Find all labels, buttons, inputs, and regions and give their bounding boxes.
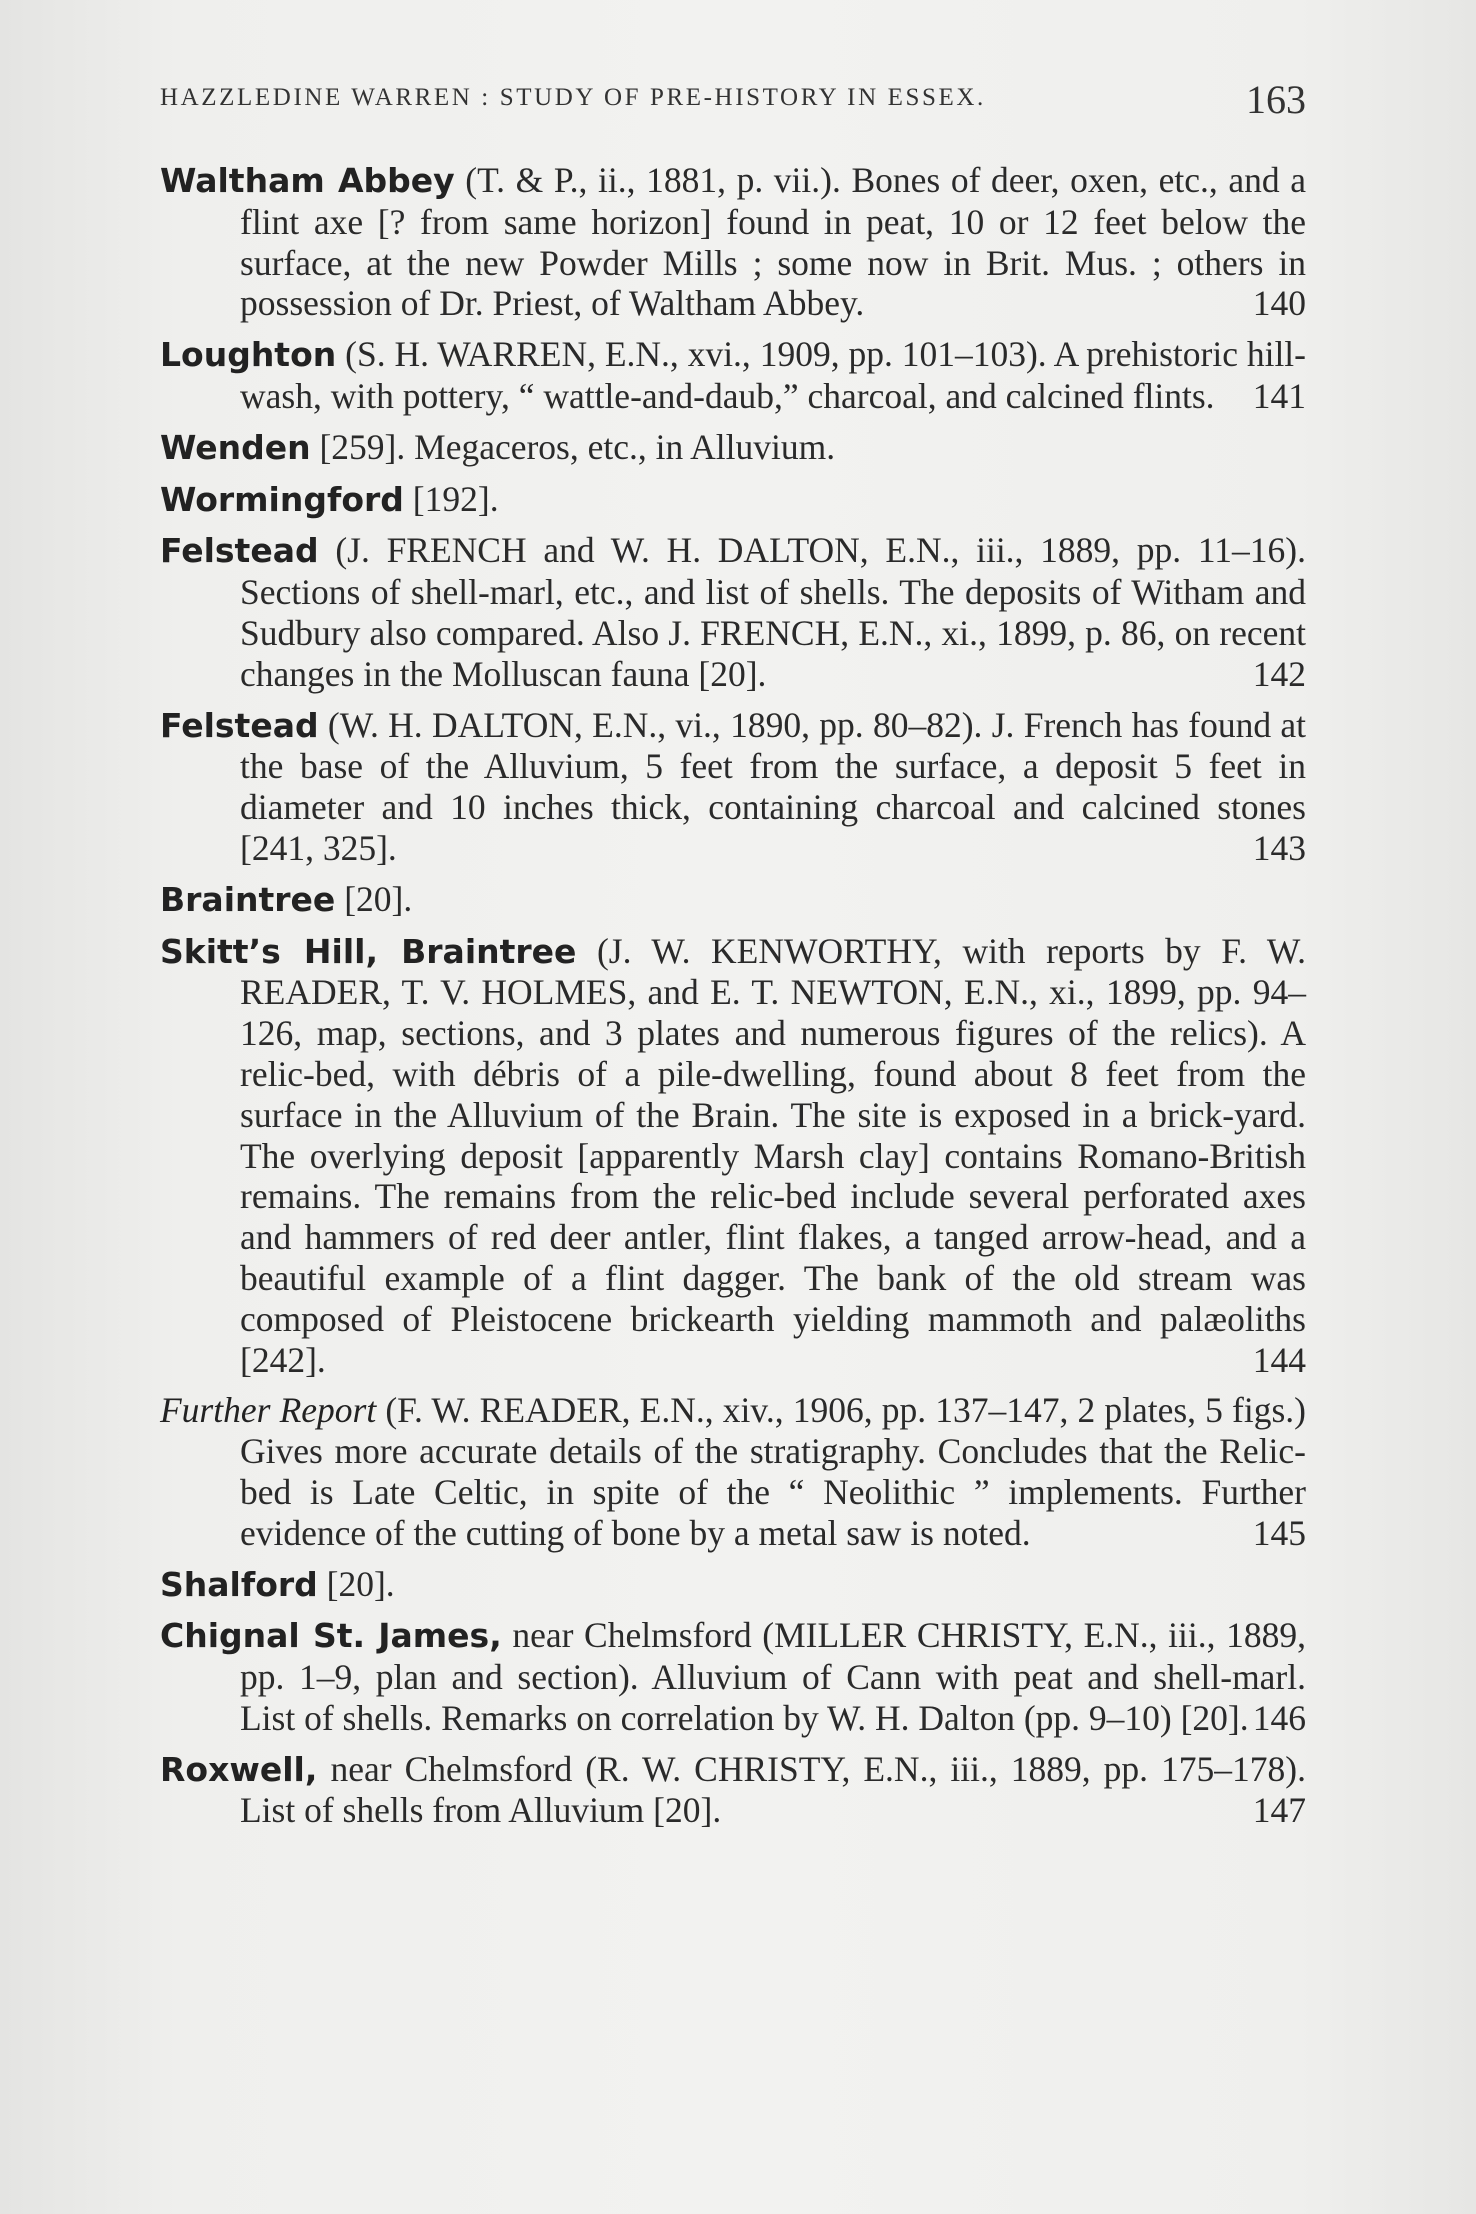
entry-number: 142 [1252,653,1306,694]
entry-reference-text: (S. H. WARREN, E.N., xvi., 1909, pp. 101–103). A prehistoric hill-wash, with pottery, “ wattle-and-daub,” charcoal, and calcined flints. [240,334,1306,416]
entry-reference-text: (W. H. DALTON, E.N., vi., 1890, pp. 80–82). J. French has found at the base of the Alluvium, 5 feet from the surface, a deposit 5 feet in diameter and 10 inches thick, containing charcoal and calcined stones [241, 325]. [240,704,1307,868]
page-number: 163 [1246,77,1306,122]
entry-place-name: Further Report [160,1390,377,1431]
entry-number: 144 [1252,1339,1306,1380]
running-header [160,77,1306,122]
entry-place-name: Waltham Abbey [160,161,455,200]
entry-reference-text: (F. W. READER, E.N., xiv., 1906, pp. 137–147, 2 plates, 5 figs.) Gives more accurate details of the stratigraphy. Concludes that the Relic-bed is Late Celtic, in spite of the “ Neolithic ” implements. Further evidence of the cutting of bone by a metal saw is noted. [240,1390,1306,1553]
entry-place-name: Felstead [160,531,319,571]
gazetteer-entry [160,879,1306,921]
entry-reference-text: near Chelmsford (MILLER CHRISTY, E.N., iii., 1889, pp. 1–9, plan and section). Alluvium of Cann with peat and shell-marl. List of shells. Remarks on correlation by W. H. Dalton (pp. 9–10) [20]. [240,1615,1306,1738]
entry-place-name: Felstead [160,705,319,745]
entry-number: 140 [1252,283,1306,324]
entry-reference-text: near Chelmsford (R. W. CHRISTY, E.N., iii., 1889, pp. 175–178). List of shells from Alluvium [20]. [240,1748,1306,1831]
entry-number: 143 [1252,827,1306,868]
gazetteer-entry [160,334,1306,417]
gazetteer-entry [160,1564,1306,1606]
running-title: HAZZLEDINE WARREN : STUDY OF PRE-HISTORY IN ESSEX. [160,84,986,111]
entry-place-name: Shalford [160,1564,318,1604]
entry-reference-text: (J. FRENCH and W. H. DALTON, E.N., iii., 1889, pp. 11–16). Sections of shell-marl, etc., and list of shells. The deposits of Witham and Sudbury also compared. Also J. FRENCH, E.N., xi., 1899, p. 86, on recent changes in the Molluscan fauna [20]. [240,530,1306,694]
entry-number: 145 [1252,1512,1306,1553]
entry-number: 146 [1252,1697,1306,1738]
entry-reference-text: [20]. [344,878,413,919]
gazetteer-entry [160,931,1306,1381]
gazetteer-entry [160,530,1306,694]
gazetteer-entry [160,427,1306,469]
gazetteer-entry [160,1615,1306,1738]
gazetteer-entries [160,160,1306,1841]
entry-place-name: Wenden [160,427,311,467]
entry-place-name: Wormingford [160,479,404,519]
entry-reference-text: [20]. [326,1563,395,1604]
gazetteer-entry [160,1749,1306,1832]
entry-reference-text: [259]. Megaceros, etc., in Alluvium. [319,426,836,467]
entry-place-name: Braintree [160,879,336,919]
gazetteer-entry [160,705,1306,869]
entry-place-name: Chignal St. James, [160,1616,502,1656]
gazetteer-entry [160,160,1306,324]
entry-place-name: Loughton [160,335,337,375]
entry-reference-text: (T. & P., ii., 1881, p. vii.). Bones of deer, oxen, etc., and a flint axe [? from same horizon] found in peat, 10 or 12 feet below the surface, at the new Powder Mills ; some now in Brit. Mus. ; others in possession of Dr. Priest, of Waltham Abbey. [240,160,1306,324]
entry-number: 147 [1252,1790,1306,1831]
entry-number: 141 [1252,375,1306,416]
gazetteer-entry [160,479,1306,521]
entry-reference-text: (J. W. KENWORTHY, with reports by F. W. READER, T. V. HOLMES, and E. T. NEWTON, E.N., xi., 1899, pp. 94–126, map, sections, and 3 plates and numerous figures of the relics). A relic-bed, with débris of a pile-dwelling, found about 8 feet from the surface in the Alluvium of the Brain. The site is exposed in a brick-yard. The overlying deposit [apparently Marsh clay] contains Romano-British remains. The remains from the relic-bed include several perforated axes and hammers of red deer antler, flint flakes, a tanged arrow-head, and a beautiful example of a flint dagger. The bank of the old stream was composed of Pleistocene brickearth yielding mammoth and palæoliths [242]. [240,930,1306,1380]
entry-place-name: Roxwell, [160,1749,318,1789]
entry-reference-text: [192]. [412,478,499,519]
gazetteer-entry [160,1390,1306,1553]
entry-place-name: Skitt’s Hill, Braintree [160,931,577,971]
